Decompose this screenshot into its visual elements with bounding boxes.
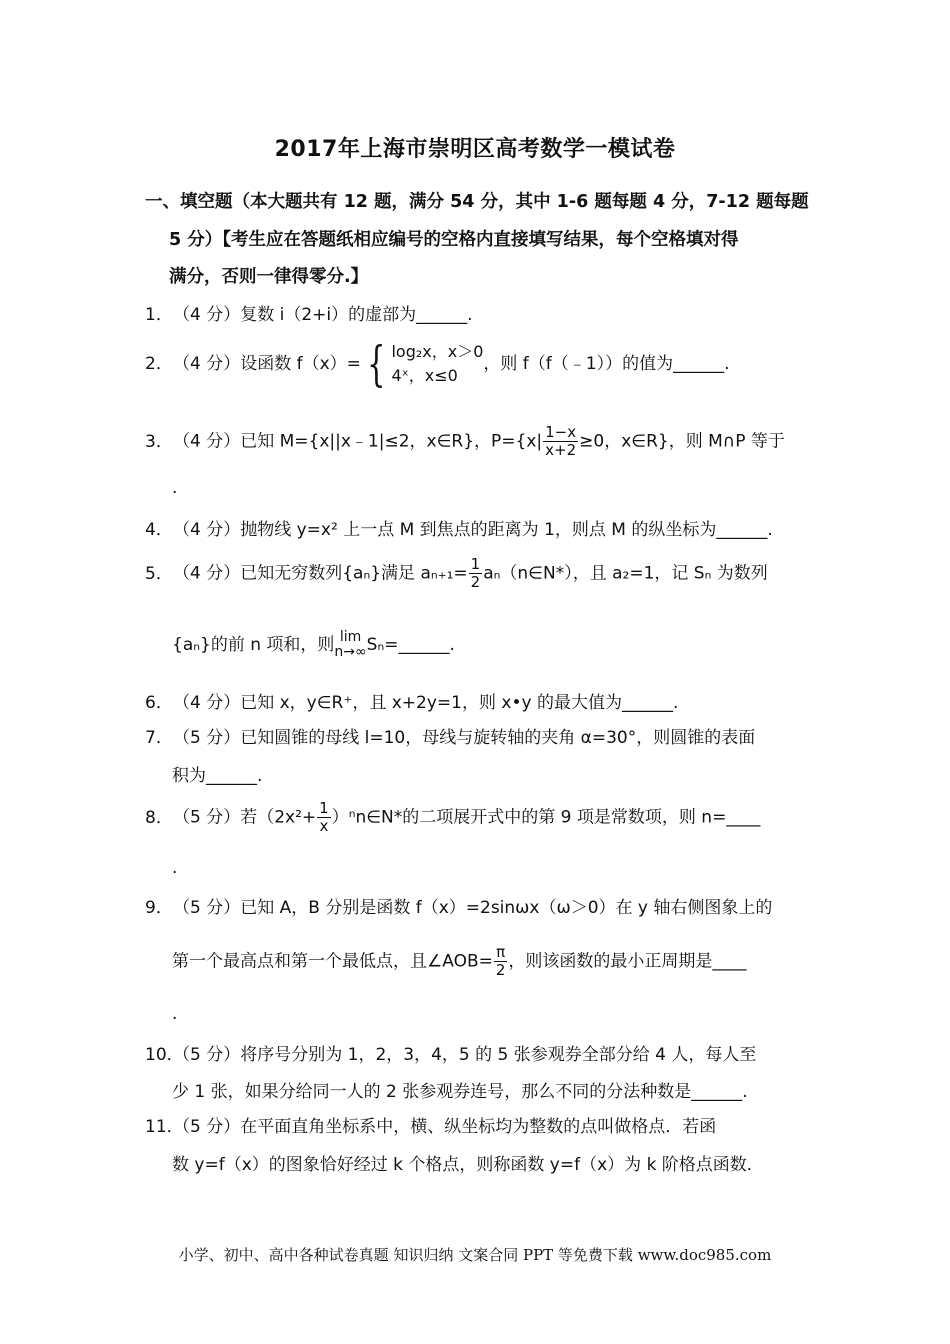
question-5-line-2 — [172, 630, 455, 660]
question-7 — [145, 723, 810, 748]
page-title: 2017年上海市崇明区高考数学一模试卷 — [274, 137, 676, 162]
question-text: （5 分）将序号分别为 1，2，3，4，5 的 5 张参观券全部分给 4 人，每人至 — [173, 1045, 757, 1065]
numerator: 1−x — [545, 423, 577, 441]
section-line-3: 满分，否则一律得零分.】 — [169, 267, 369, 287]
question-number: 3． — [145, 431, 173, 452]
question-text: （5 分）在平面直角坐标系中，横、纵坐标均为整数的点叫做格点．若函 — [173, 1117, 717, 1137]
question-8 — [145, 800, 810, 835]
question-text-after: ）ⁿn∈N*的二项展开式中的第 9 项是常数项，则 n=____ — [331, 807, 761, 828]
question-text-after: ，则 f（f（﹣1））的值为______. — [483, 354, 730, 374]
numerator: 1 — [319, 799, 329, 817]
question-10-line-2: 少 1 张，如果分给同一人的 2 张参观券连号，那么不同的分法种数是______. — [172, 1082, 748, 1102]
lim-subscript: n→∞ — [334, 644, 367, 660]
fraction — [469, 556, 483, 591]
limit-operator — [334, 630, 366, 660]
question-9-trailing-dot: . — [172, 1004, 178, 1024]
question-4 — [145, 515, 810, 540]
question-2 — [145, 336, 810, 392]
question-number: 4． — [145, 520, 173, 540]
question-text: （5 分）已知圆锥的母线 l=10，母线与旋转轴的夹角 α=30°，则圆锥的表面 — [173, 728, 756, 748]
denominator: 2 — [470, 573, 481, 591]
question-text: （4 分）已知 M={x||x﹣1|≤2，x∈R}，P={x| — [173, 431, 543, 452]
question-number: 1． — [145, 305, 173, 325]
question-text: （4 分）抛物线 y=x² 上一点 M 到焦点的距离为 1，则点 M 的纵坐标为______. — [173, 520, 773, 540]
section-line-2: 5 分）【考生应在答题纸相应编号的空格内直接填写结果，每个空格填对得 — [169, 230, 739, 250]
question-number: 9． — [145, 898, 173, 918]
page-footer: 小学、初中、高中各种试卷真题 知识归纳 文案合同 PPT 等免费下载 www.doc985.com — [178, 1246, 772, 1264]
question-text: （5 分）已知 A，B 分别是函数 f（x）=2sinωx（ω＞0）在 y 轴右侧图象上的 — [173, 898, 773, 918]
left-brace: { — [367, 336, 386, 392]
question-text: （4 分）复数 i（2+i）的虚部为______. — [173, 305, 473, 325]
question-3-trailing-dot: . — [172, 478, 178, 498]
lim-label: lim — [339, 629, 362, 645]
piecewise-function — [361, 336, 484, 392]
question-text: {aₙ}的前 n 项和，则 — [172, 635, 335, 655]
fraction — [543, 424, 578, 459]
question-11-line-2: 数 y=f（x）的图象恰好经过 k 个格点，则称函数 y=f（x）为 k 阶格点函数． — [172, 1155, 764, 1175]
case-2: 4ˣ，x≤0 — [391, 366, 458, 385]
question-number: 8． — [145, 807, 173, 828]
question-number: 7． — [145, 728, 173, 748]
denominator: 2 — [495, 961, 506, 979]
case-1: log₂x，x＞0 — [391, 342, 484, 361]
question-1 — [145, 300, 810, 325]
question-text: （4 分）已知 x，y∈R⁺，且 x+2y=1，则 x•y 的最大值为______. — [173, 693, 679, 713]
question-number: 11． — [145, 1117, 184, 1137]
question-text-after: ，则该函数的最小正周期是____ — [508, 951, 747, 972]
section-line-1: 一、填空题（本大题共有 12 题，满分 54 分，其中 1-6 题每题 4 分，7-12 题每题 — [145, 192, 809, 212]
question-text-after: Sₙ=______. — [366, 635, 455, 655]
fraction — [494, 944, 508, 979]
denominator: x+2 — [545, 441, 577, 459]
question-text: （4 分）设函数 f（x）= — [173, 354, 361, 374]
question-text: 第一个最高点和第一个最低点，且∠AOB= — [172, 951, 493, 972]
question-10 — [145, 1040, 810, 1065]
question-9 — [145, 893, 810, 918]
question-text-after: ≥0，x∈R}，则 M∩P 等于 — [579, 431, 785, 452]
question-text-after: aₙ（n∈N*），且 a₂=1，记 Sₙ 为数列 — [483, 563, 768, 584]
question-text: （4 分）已知无穷数列{aₙ}满足 aₙ₊₁= — [173, 563, 468, 584]
question-8-trailing-dot: . — [172, 858, 178, 878]
question-5 — [145, 556, 810, 591]
question-number: 6． — [145, 693, 173, 713]
question-7-line-2: 积为______. — [172, 766, 263, 786]
question-3 — [145, 424, 810, 459]
numerator: 1 — [470, 555, 481, 573]
question-9-line-2 — [172, 944, 746, 979]
question-number: 5． — [145, 563, 173, 584]
denominator: x — [319, 817, 329, 835]
question-number: 10． — [145, 1045, 184, 1065]
question-6 — [145, 688, 810, 713]
question-number: 2． — [145, 354, 173, 374]
numerator: π — [496, 943, 506, 961]
fraction — [317, 800, 331, 835]
question-11 — [145, 1112, 810, 1137]
question-text: （5 分）若（2x²+ — [173, 807, 317, 828]
